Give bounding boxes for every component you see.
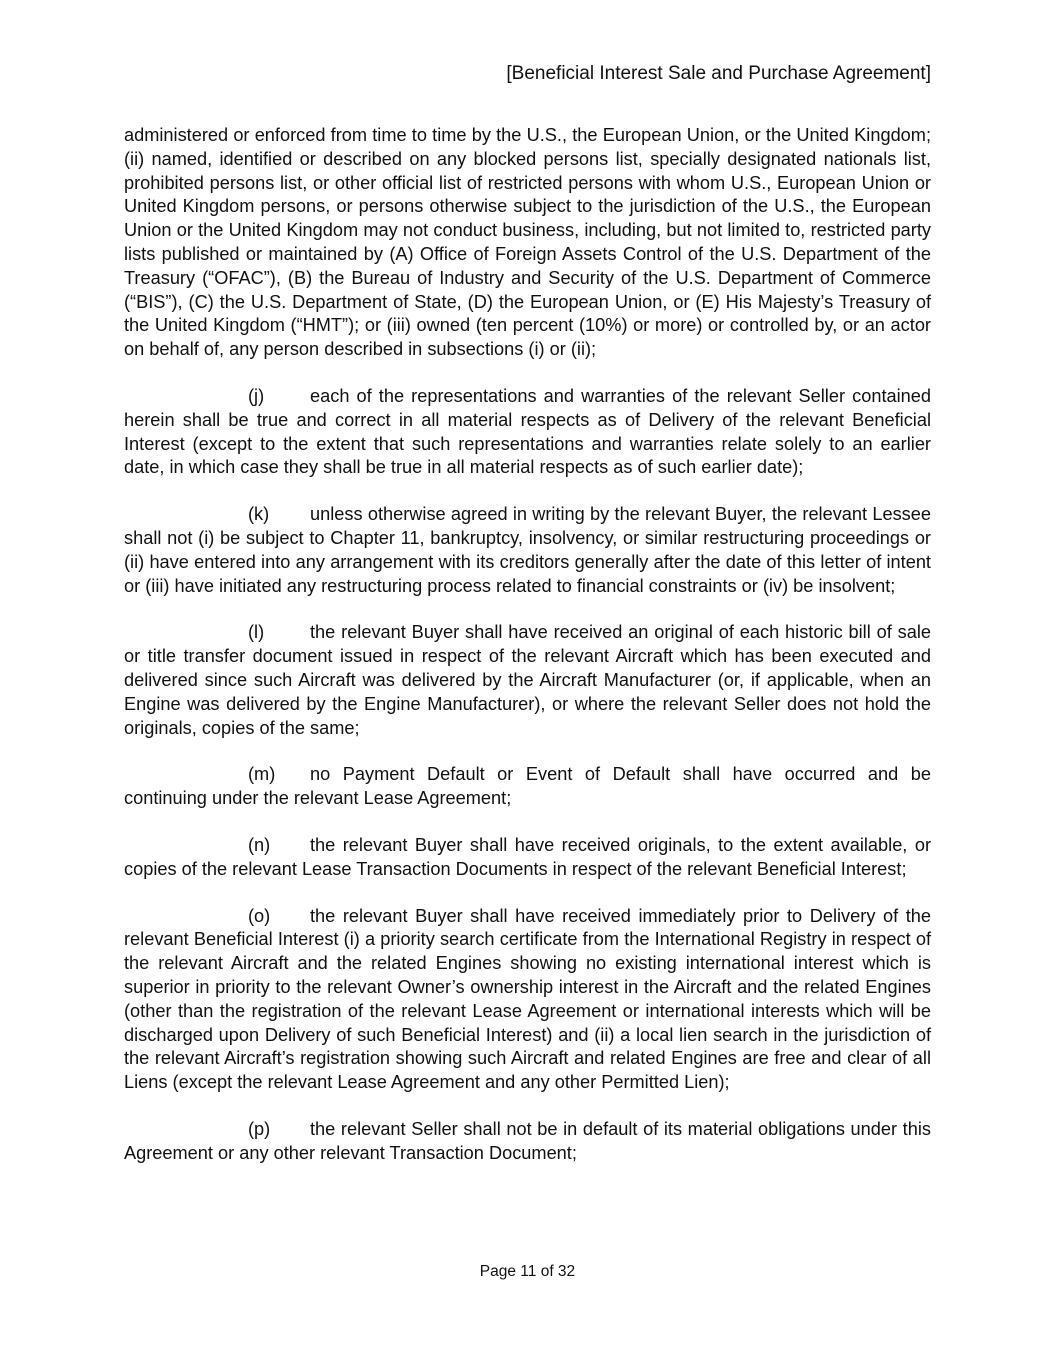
paragraph-text: the relevant Buyer shall have received originals, to the extent available, or copies of the relevant Lease Transaction Documents in respect of the relevant Beneficial Interest; bbox=[124, 834, 931, 879]
paragraph-continuation bbox=[124, 124, 931, 362]
clause-number: (p) bbox=[248, 1118, 271, 1139]
paragraph-text: each of the representations and warranties of the relevant Seller contained herein shall be true and correct in all material respects as of Delivery of the relevant Beneficial Interest (except to the extent that such representations and warranties relate solely to an earlier date, in which case they shall be true in all material respects as of such earlier date); bbox=[124, 385, 931, 478]
paragraph-o bbox=[124, 905, 931, 1095]
paragraph-m bbox=[124, 763, 931, 811]
paragraph-k bbox=[124, 503, 931, 598]
clause-number: (k) bbox=[248, 504, 270, 525]
clause-number: (j) bbox=[248, 385, 265, 406]
document-body bbox=[124, 124, 931, 1188]
paragraph-j bbox=[124, 385, 931, 480]
paragraph-p bbox=[124, 1118, 931, 1166]
paragraph-text: the relevant Buyer shall have received immediately prior to Delivery of the relevant Beneficial Interest (i) a priority search certificate from the International Registry in respect of the relevant Aircraft and the related Engines showing no existing international interest which is superior in priority to the relevant Owner’s ownership interest in the Aircraft and the related Engines (other than the registration of the relevant Lease Agreement or international interests which will be discharged upon Delivery of such Beneficial Interest) and (ii) a local lien search in the jurisdiction of the relevant Aircraft’s registration showing such Aircraft and related Engines are free and clear of all Liens (except the relevant Lease Agreement and any other Permitted Lien); bbox=[124, 905, 931, 1093]
paragraph-text: administered or enforced from time to time by the U.S., the European Union, or the United Kingdom; (ii) named, identified or described on any blocked persons list, specially designated nationals list, prohibited persons list, or other official list of restricted persons with whom U.S., European Union or United Kingdom persons, or persons otherwise subject to the jurisdiction of the U.S., the European Union or the United Kingdom may not conduct business, including, but not limited to, restricted party lists published or maintained by (A) Office of Foreign Assets Control of the U.S. Department of the Treasury (“OFAC”), (B) the Bureau of Industry and Security of the U.S. Department of Commerce (“BIS”), (C) the U.S. Department of State, (D) the European Union, or (E) His Majesty’s Treasury of the United Kingdom (“HMT”); or (iii) owned (ten percent (10%) or more) or controlled by, or an actor on behalf of, any person described in subsections (i) or (ii); bbox=[124, 125, 931, 360]
paragraph-text: the relevant Buyer shall have received an original of each historic bill of sale or title transfer document issued in respect of the relevant Aircraft which has been executed and delivered since such Aircraft was delivered by the Aircraft Manufacturer (or, if applicable, when an Engine was delivered by the Engine Manufacturer), or where the relevant Seller does not hold the originals, copies of the same; bbox=[124, 622, 931, 738]
paragraph-text: the relevant Seller shall not be in default of its material obligations under this Agreement or any other relevant Transaction Document; bbox=[124, 1118, 931, 1163]
clause-number: (o) bbox=[248, 905, 271, 926]
paragraph-n bbox=[124, 834, 931, 882]
running-header: [Beneficial Interest Sale and Purchase Agreement] bbox=[506, 63, 931, 84]
clause-number: (m) bbox=[248, 764, 276, 785]
paragraph-text: no Payment Default or Event of Default shall have occurred and be continuing under the relevant Lease Agreement; bbox=[124, 764, 931, 809]
paragraph-l bbox=[124, 621, 931, 740]
page-number: Page 11 of 32 bbox=[479, 1263, 576, 1280]
clause-number: (n) bbox=[248, 834, 271, 855]
clause-number: (l) bbox=[248, 622, 265, 643]
paragraph-text: unless otherwise agreed in writing by the relevant Buyer, the relevant Lessee shall not (i) be subject to Chapter 11, bankruptcy, insolvency, or similar restructuring proceedings or (ii) have entered into any arrangement with its creditors generally after the date of this letter of intent or (iii) have initiated any restructuring process related to financial constraints or (iv) be insolvent; bbox=[124, 504, 931, 596]
